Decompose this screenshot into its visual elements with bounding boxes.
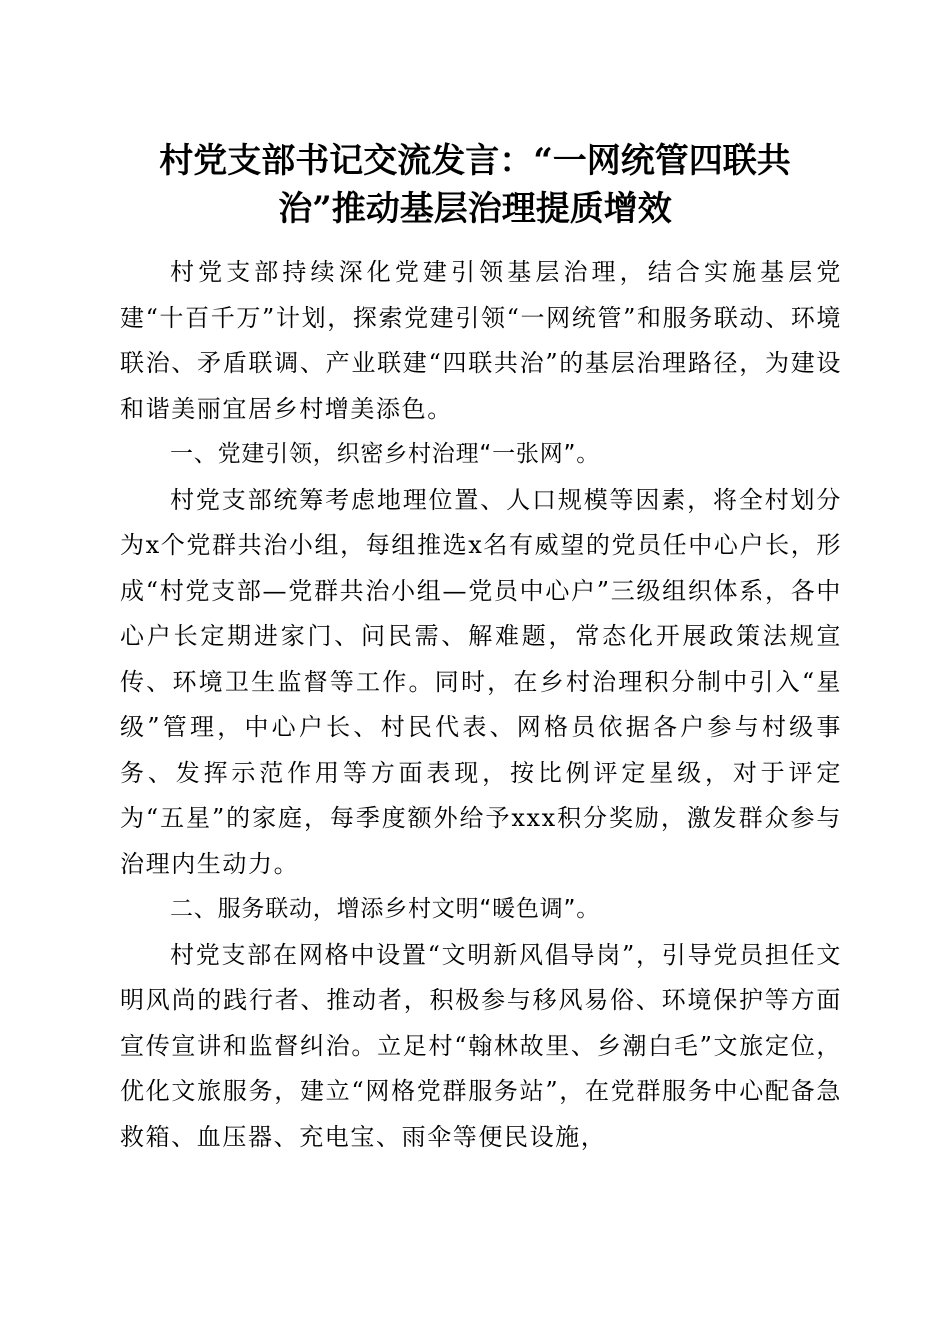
section-paragraph-1: 村党支部统筹考虑地理位置、人口规模等因素，将全村划分为x个党群共治小组，每组推选x名有威望的党员任中心户长，形成“村党支部—党群共治小组—党员中心户”三级组织体系，各中心户长定期进家门、问民需、解难题，常态化开展政策法规宣传、环境卫生监督等工作。同时，在乡村治理积分制中引入“星级”管理，中心户长、村民代表、网格员依据各户参与村级事务、发挥示范作用等方面表现，按比例评定星级，对于评定为“五星”的家庭，每季度额外给予xxx积分奖励，激发群众参与治理内生动力。 [120,485,842,878]
document-body [120,250,842,1160]
document-title-line-2: 治”推动基层治理提质增效 [278,189,672,229]
section-paragraph-2: 村党支部在网格中设置“文明新风倡导岗”，引导党员担任文明风尚的践行者、推动者，积极参与移风易俗、环境保护等方面宣传宣讲和监督纠治。立足村“翰林故里、乡潮白毛”文旅定位，优化文旅服务，建立“网格党群服务站”，在党群服务中心配备急救箱、血压器、充电宝、雨伞等便民设施， [120,940,842,1151]
section-heading-2: 二、服务联动，增添乡村文明“暖色调”。 [170,896,601,922]
intro-paragraph: 村党支部持续深化党建引领基层治理，结合实施基层党建“十百千万”计划，探索党建引领“一网统管”和服务联动、环境联治、矛盾联调、产业联建“四联共治”的基层治理路径，为建设和谐美丽宜居乡村增美添色。 [120,258,842,423]
document-title-line-1: 村党支部书记交流发言：“一网统管四联共 [159,141,791,181]
section-heading-1: 一、党建引领，织密乡村治理“一张网”。 [170,441,601,467]
